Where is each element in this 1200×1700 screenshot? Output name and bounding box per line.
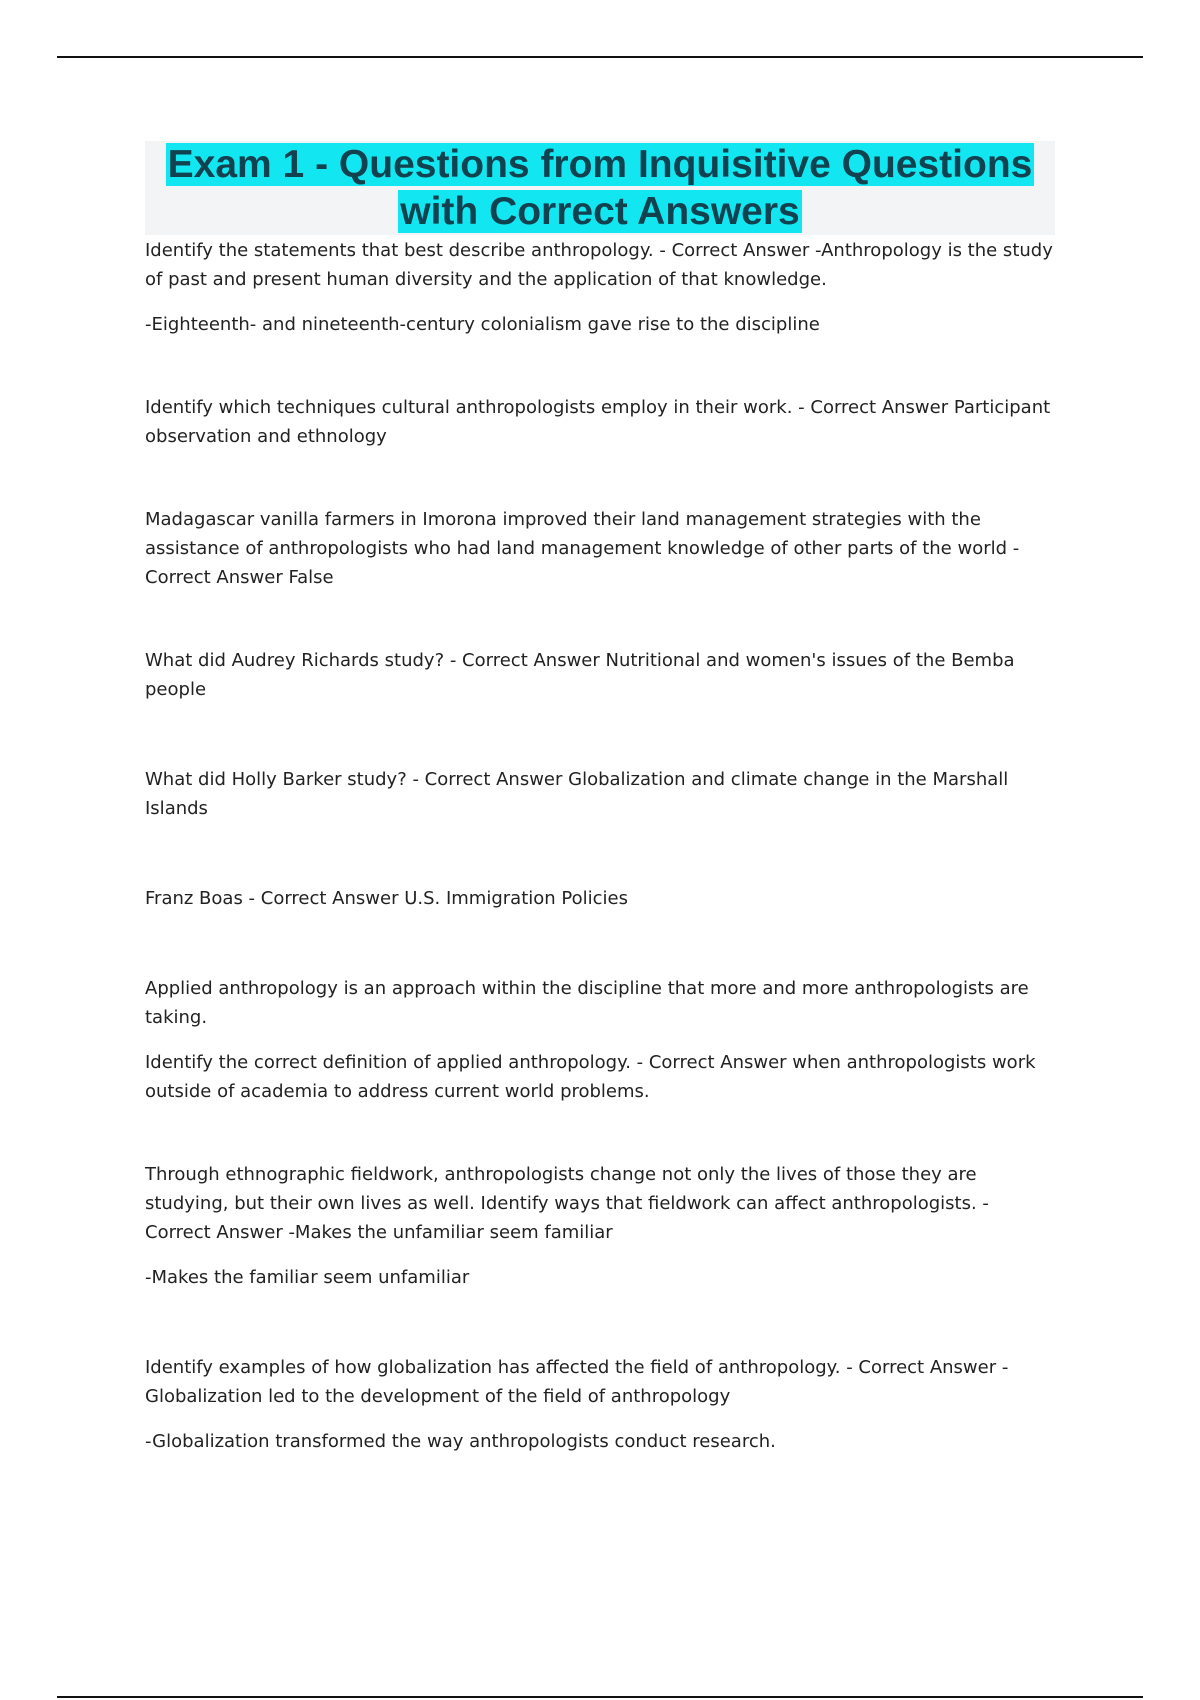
paragraph-q4: What did Audrey Richards study? - Correct Answer Nutritional and women's issues of the Bemba people bbox=[145, 650, 1015, 700]
title-line-2: with Correct Answers bbox=[400, 190, 800, 233]
paragraph-q1-cont: -Eighteenth- and nineteenth-century colonialism gave rise to the discipline bbox=[145, 314, 820, 335]
paragraph-q3: Madagascar vanilla farmers in Imorona improved their land management strategies with the assistance of anthropologists who had land management knowledge of other parts of the world - Correct Answer False bbox=[145, 509, 1020, 588]
document-body bbox=[145, 236, 1055, 1456]
title-line-1: Exam 1 - Questions from Inquisitive Questions bbox=[167, 143, 1033, 186]
paragraph-q9: Identify examples of how globalization has affected the field of anthropology. - Correct Answer - Globalization led to the development of the field of anthropology bbox=[145, 1357, 1009, 1407]
paragraph-q1: Identify the statements that best describe anthropology. - Correct Answer -Anthropology is the study of past and present human diversity and the application of that knowledge. bbox=[145, 240, 1053, 290]
paragraph-q8: Through ethnographic fieldwork, anthropologists change not only the lives of those they are studying, but their own lives as well. Identify ways that fieldwork can affect anthropologists. - Correct Answer -Makes the unfamiliar seem familiar bbox=[145, 1164, 989, 1243]
page-title bbox=[145, 141, 1055, 235]
paragraph-q6: Franz Boas - Correct Answer U.S. Immigration Policies bbox=[145, 888, 628, 909]
paragraph-q7: Applied anthropology is an approach within the discipline that more and more anthropologists are taking. bbox=[145, 978, 1029, 1028]
header-rule bbox=[57, 56, 1143, 58]
paragraph-q9-cont: -Globalization transformed the way anthropologists conduct research. bbox=[145, 1431, 776, 1452]
paragraph-q7-cont: Identify the correct definition of applied anthropology. - Correct Answer when anthropologists work outside of academia to address current world problems. bbox=[145, 1052, 1036, 1102]
paragraph-q5: What did Holly Barker study? - Correct Answer Globalization and climate change in the Marshall Islands bbox=[145, 769, 1009, 819]
title-block bbox=[145, 141, 1055, 235]
paragraph-q2: Identify which techniques cultural anthropologists employ in their work. - Correct Answer Participant observation and ethnology bbox=[145, 397, 1051, 447]
footer-rule bbox=[57, 1696, 1143, 1698]
paragraph-q8-cont: -Makes the familiar seem unfamiliar bbox=[145, 1267, 470, 1288]
